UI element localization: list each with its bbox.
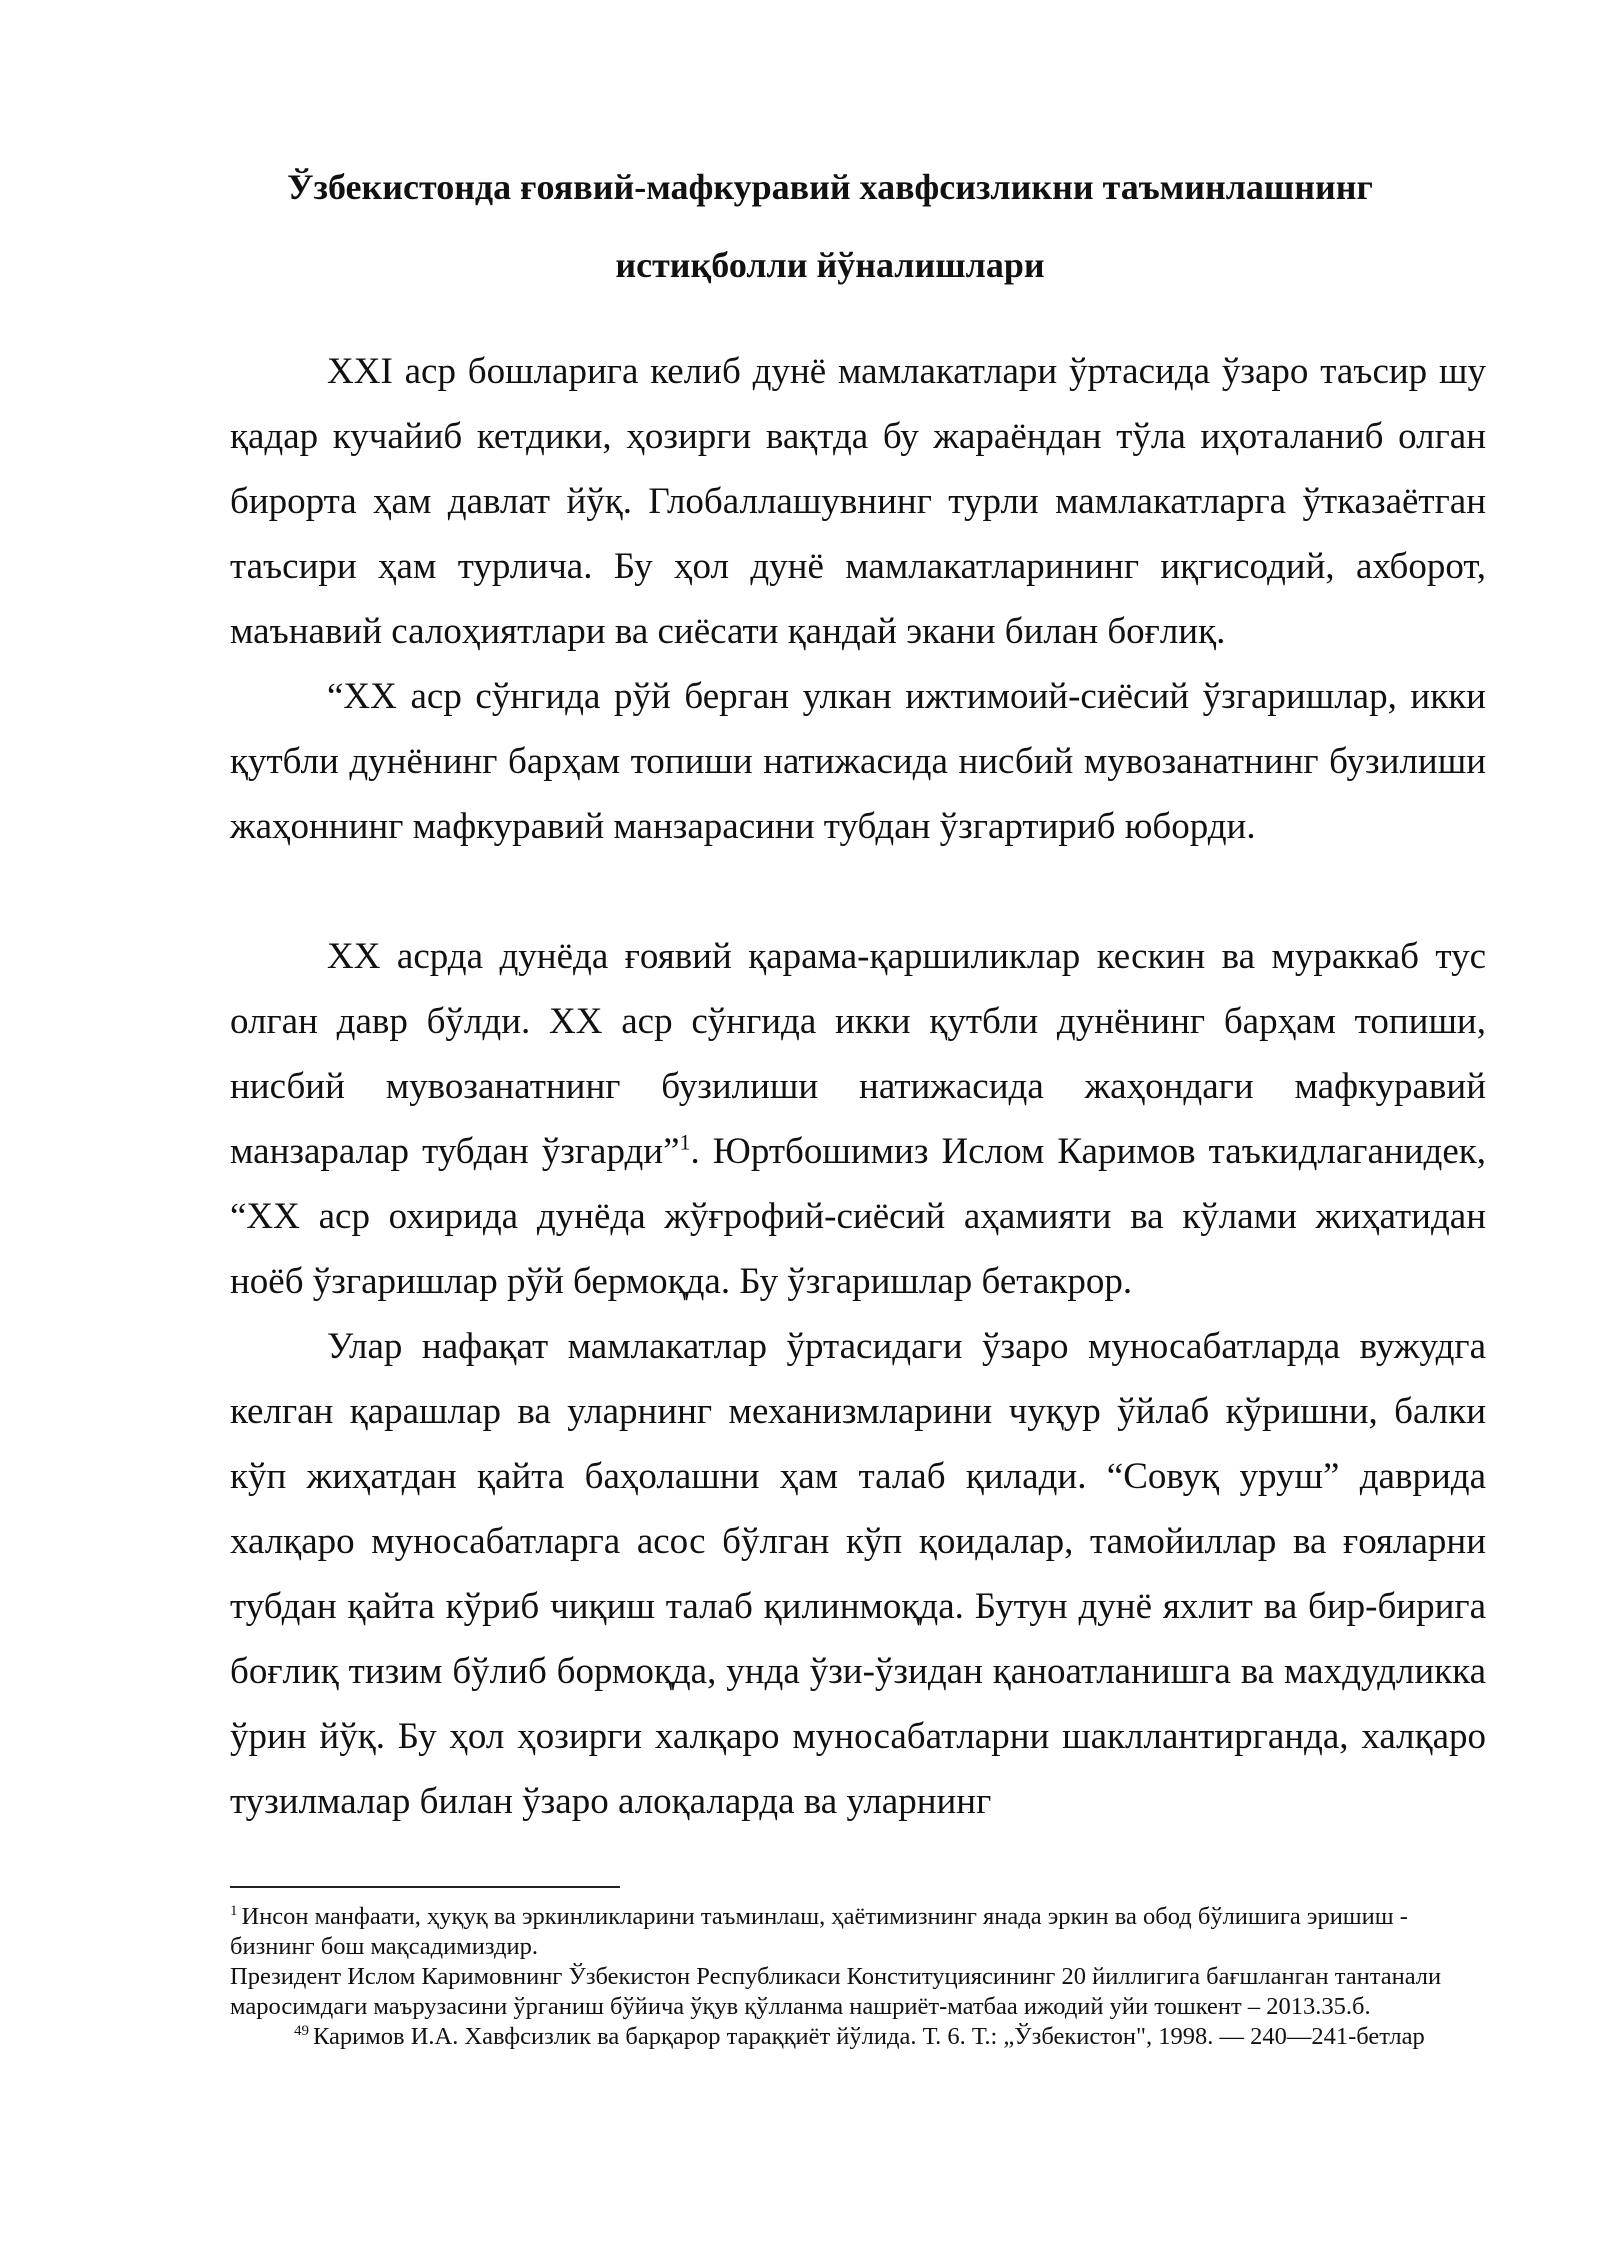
paragraph-3-text-a: XX асрда дунёда ғоявий қарама-қаршиликлар кескин ва мураккаб тус олган давр бўлди. XX аср сўнгида икки қутбли дунёнинг барҳам топиши, нисбий мувозанатнинг бузилиши натижасида жаҳондаги мафкуравий манзаралар тубдан ўзгарди” bbox=[230, 936, 1486, 1172]
footnote-2 bbox=[230, 2022, 1490, 2052]
paragraph-4: Улар нафақат мамлакатлар ўртасидаги ўзаро муносабатларда вужудга келган қарашлар ва уларнинг механизмларини чуқур ўйлаб кўришни, балки кўп жиҳатдан қайта баҳолашни ҳам талаб қилади. “Совуқ уруш” даврида халқаро муносабатларга асос бўлган кўп қоидалар, тамойиллар ва ғояларни тубдан қайта кўриб чиқиш талаб қилинмоқда. Бутун дунё яхлит ва бир-бирига боғлиқ тизим бўлиб бормоқда, унда ўзи-ўзидан қаноатланишга ва махдудликка ўрин йўқ. Бу ҳол ҳозирги халқаро муносабатларни шакллантирганда, халқаро тузилмалар билан ўзаро алоқаларда ва уларнинг bbox=[230, 1326, 1486, 1822]
paragraph-3 bbox=[230, 924, 1486, 1314]
footnotes bbox=[230, 1902, 1490, 2052]
paragraph-3-text-b: . Юртбошимиз Ислом Каримов таъкидлаганидек, “XX аср охирида дунёда жўғрофий-сиёсий аҳамияти ва кўлами жиҳатидан ноёб ўзгаришлар рўй бермоқда. Бу ўзгаришлар бетакрор. bbox=[230, 1131, 1486, 1302]
footnote-1-mark: 1 bbox=[230, 1902, 238, 1919]
footnote-2-text: Каримов И.А. Хавфсизлик ва барқарор тараққиёт йўлида. Т. 6. Т.: „Ўзбекистон", 1998. — 240—241-бетлар bbox=[313, 2023, 1425, 2050]
footnote-2-mark: 49 bbox=[294, 2022, 309, 2039]
footnote-separator bbox=[230, 1886, 620, 1888]
title-line-1: Ўзбекистонда ғоявий-мафкуравий хавфсизликни таъминлашнинг bbox=[287, 167, 1373, 207]
page-title bbox=[230, 148, 1430, 304]
footnote-1 bbox=[230, 1902, 1490, 1962]
paragraph-block-2 bbox=[230, 924, 1486, 1834]
paragraph-block-1 bbox=[230, 339, 1486, 859]
footnote-1-source: Президент Ислом Каримовнинг Ўзбекистон Республикаси Конституциясининг 20 йиллигига бағшланган тантанали маросимдаги маърузасини ўрганиш бўйича ўқув қўлланма нашриёт-матбаа ижодий уйи тошкент – 2013.35.б. bbox=[230, 1963, 1442, 2020]
footnote-reference[interactable]: 1 bbox=[679, 1129, 691, 1155]
paragraph-1: XXI аср бошларига келиб дунё мамлакатлари ўртасида ўзаро таъсир шу қадар кучайиб кетдики, ҳозирги вақтда бу жараёндан тўла иҳоталаниб олган бирорта ҳам давлат йўқ. Глобаллашувнинг турли мамлакатларга ўтказаётган таъсири ҳам турлича. Бу ҳол дунё мамлакатларининг иқгисодий, ахборот, маънавий салоҳиятлари ва сиёсати қандай экани билан боғлиқ. bbox=[230, 351, 1486, 652]
footnote-1-text: Инсон манфаати, ҳуқуқ ва эркинликларини таъминлаш, ҳаётимизнинг янада эркин ва обод бўлишига эришиш - бизнинг бош мақсадимиздир. bbox=[230, 1903, 1408, 1960]
paragraph-2: “XX аср сўнгида рўй берган улкан ижтимоий-сиёсий ўзгаришлар, икки қутбли дунёнинг барҳам топиши натижасида нисбий мувозанатнинг бузилиши жаҳоннинг мафкуравий манзарасини тубдан ўзгартириб юборди. bbox=[230, 676, 1486, 847]
title-line-2: истиқболли йўналишлари bbox=[615, 245, 1045, 285]
